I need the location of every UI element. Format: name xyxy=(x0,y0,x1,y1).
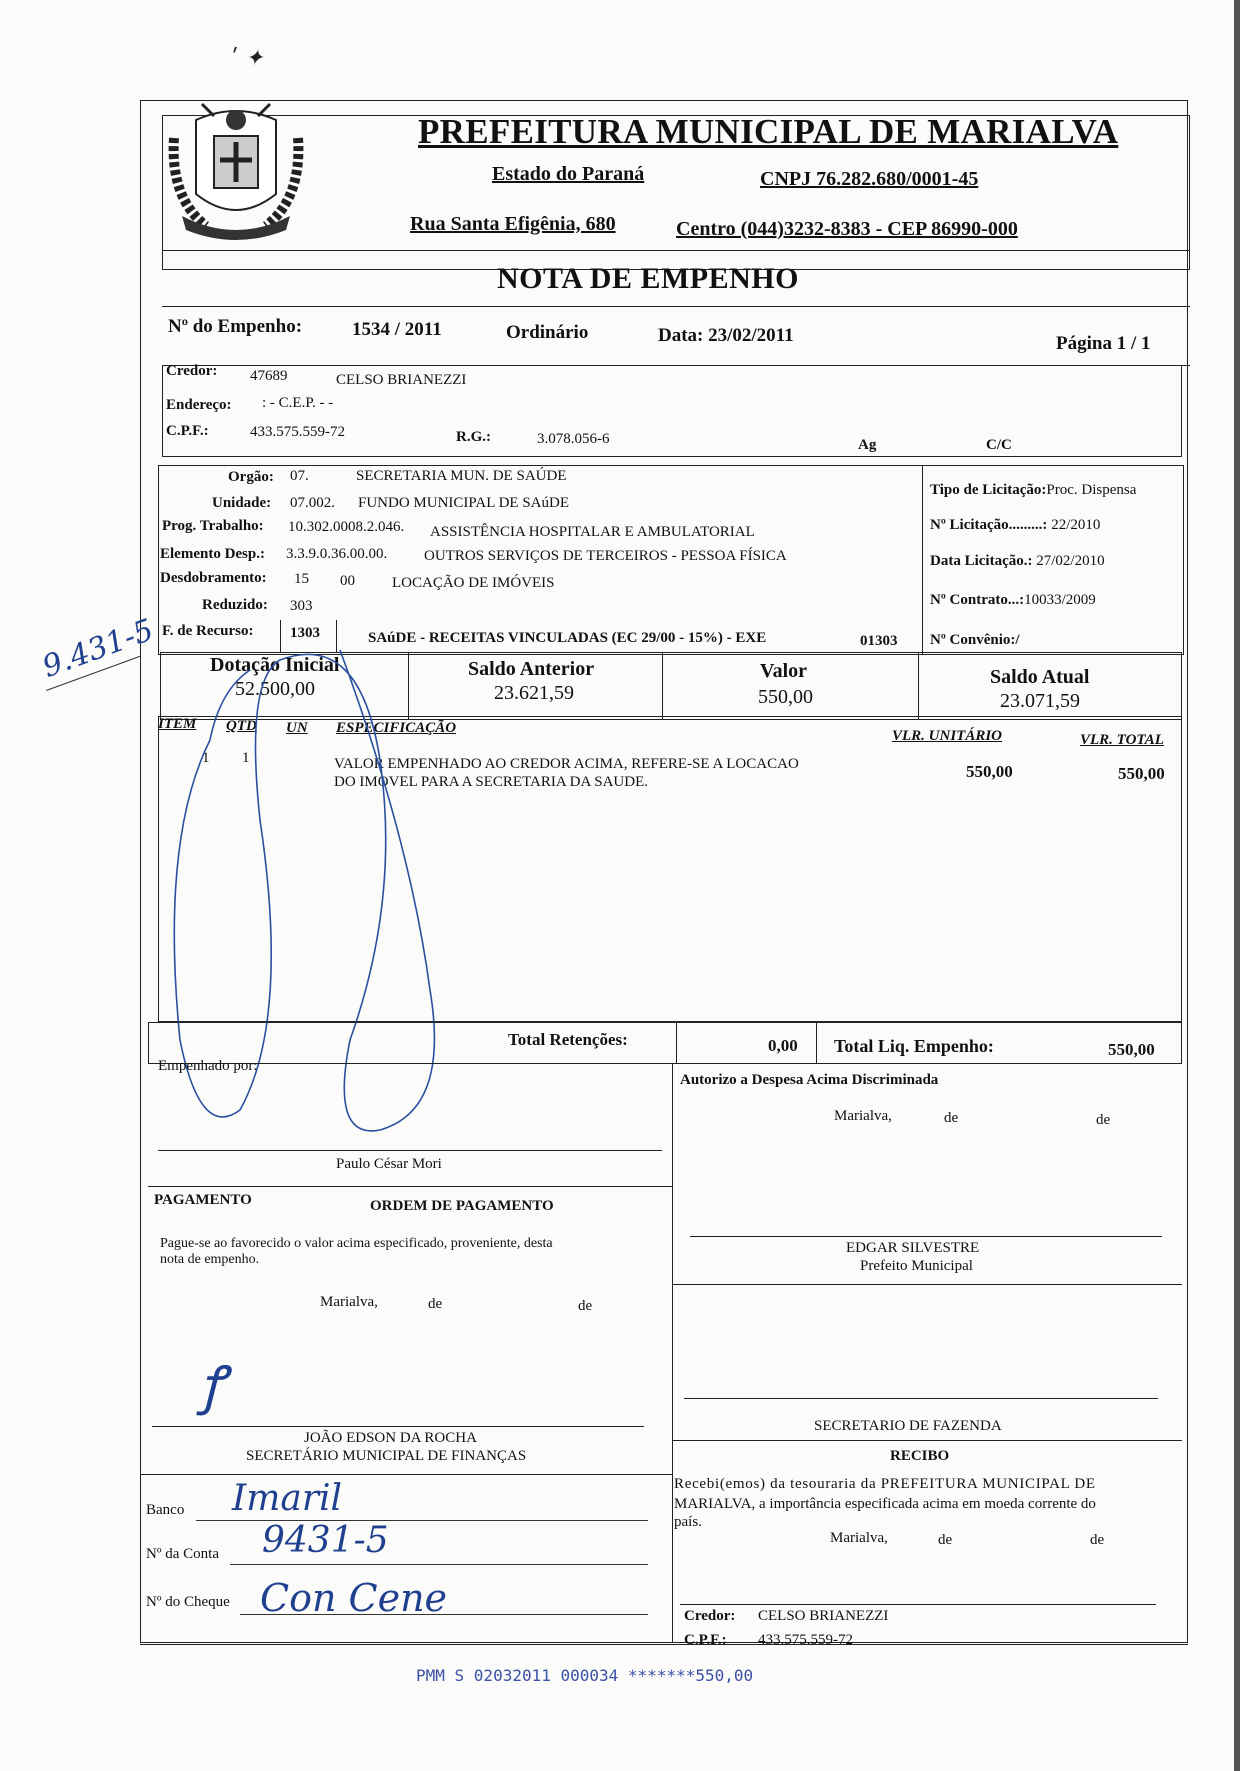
prog-trabalho-label: Prog. Trabalho: xyxy=(162,518,264,534)
autorizo-bottom-line xyxy=(672,1284,1182,1285)
header-divider xyxy=(162,250,1190,251)
fazenda-bottom-line xyxy=(672,1440,1182,1441)
cheque-handwritten: Con Cene xyxy=(260,1576,448,1620)
retencoes-value: 0,00 xyxy=(768,1036,798,1055)
item-number: 1 xyxy=(202,750,210,766)
autorizo-signer-role: Prefeito Municipal xyxy=(860,1258,973,1274)
totais-sep-1 xyxy=(676,1022,677,1064)
crest-logo xyxy=(166,98,306,248)
recibo-text-1: Recebi(emos) da tesouraria da PREFEITURA MUNICIPAL DE xyxy=(674,1476,1096,1492)
licitacao-data-value: 27/02/2010 xyxy=(1036,553,1105,569)
recibo-cpf-value: 433.575.559-72 xyxy=(758,1632,853,1648)
credor-code: 47689 xyxy=(250,368,288,384)
item-desc-line-2: DO IMOVEL PARA A SECRETARIA DA SAUDE. xyxy=(334,774,648,790)
rg-label: R.G.: xyxy=(456,429,491,445)
recurso-code: 1303 xyxy=(290,625,320,641)
licitacao-tipo-label: Tipo de Licitação: xyxy=(930,482,1047,498)
orgao-code: 07. xyxy=(290,468,309,484)
recurso-label: F. de Recurso: xyxy=(162,623,254,639)
item-unit-value: 550,00 xyxy=(966,762,1013,781)
unidade-label: Unidade: xyxy=(212,495,272,511)
recurso-name: SAúDE - RECEITAS VINCULADAS (EC 29/00 - 15%) - EXE xyxy=(368,630,767,646)
banco-label: Banco xyxy=(146,1502,185,1518)
recibo-city: Marialva, xyxy=(830,1530,888,1546)
licitacao-contrato-value: 10033/2009 xyxy=(1024,592,1096,608)
recibo-signature-line xyxy=(680,1604,1156,1605)
col-qtd: QTD xyxy=(226,718,257,734)
pagamento-label: PAGAMENTO xyxy=(154,1192,252,1208)
licitacao-contrato xyxy=(930,592,1096,609)
margin-note: 9.431-5 xyxy=(38,612,159,685)
desdobramento-name: LOCAÇÃO DE IMÓVEIS xyxy=(392,575,555,591)
autorizo-title: Autorizo a Despesa Acima Discriminada xyxy=(680,1072,939,1088)
recibo-credor-name: CELSO BRIANEZZI xyxy=(758,1608,889,1624)
col-un: UN xyxy=(286,720,308,736)
item-qtd: 1 xyxy=(242,750,250,766)
desdobramento-b: 00 xyxy=(340,573,355,589)
unidade-code: 07.002. xyxy=(290,495,335,511)
middle-divider xyxy=(672,1064,673,1642)
pagamento-de-1: de xyxy=(428,1296,443,1312)
prog-trabalho-name: ASSISTÊNCIA HOSPITALAR E AMBULATORIAL xyxy=(430,524,755,540)
recibo-cpf-label: C.P.F.: xyxy=(684,1632,727,1648)
autorizo-city: Marialva, xyxy=(834,1108,892,1124)
recurso-code-2: 01303 xyxy=(860,633,898,649)
page-number: Página 1 / 1 xyxy=(1056,333,1151,354)
licitacao-data-label: Data Licitação.: xyxy=(930,553,1033,569)
prog-trabalho-code: 10.302.0008.2.046. xyxy=(288,519,405,535)
fazenda-role: SECRETARIO DE FAZENDA xyxy=(814,1418,1002,1434)
empenhado-bottom-line xyxy=(148,1186,672,1187)
saldo-atual-value: 23.071,59 xyxy=(1000,690,1080,712)
saldo-anterior-label: Saldo Anterior xyxy=(468,658,595,680)
cheque-label: Nº do Cheque xyxy=(146,1594,230,1610)
elemento-name: OUTROS SERVIÇOS DE TERCEIROS - PESSOA FÍSICA xyxy=(424,548,787,564)
licitacao-data xyxy=(930,553,1105,570)
valor-label: Valor xyxy=(760,660,808,682)
licitacao-tipo xyxy=(930,482,1136,499)
endereco-label: Endereço: xyxy=(166,397,232,413)
saldos-sep-2 xyxy=(662,652,663,720)
pagamento-city: Marialva, xyxy=(320,1294,378,1310)
cpf-value: 433.575.559-72 xyxy=(250,424,345,440)
col-vlr-unitario: VLR. UNITÁRIO xyxy=(892,728,1003,744)
elemento-code: 3.3.9.0.36.00.00. xyxy=(286,546,388,562)
pagamento-signature-line xyxy=(152,1426,644,1427)
page-right-edge xyxy=(1234,0,1240,1771)
empenhado-name: Paulo César Mori xyxy=(336,1156,442,1172)
empenho-type: Ordinário xyxy=(506,322,589,343)
elemento-label: Elemento Desp.: xyxy=(160,546,265,562)
autorizo-signature-line xyxy=(690,1236,1162,1237)
totais-sep-2 xyxy=(816,1022,817,1064)
payment-stamp: PMM S 02032011 000034 *******550,00 xyxy=(416,1666,754,1685)
empenho-number: 1534 / 2011 xyxy=(352,319,442,340)
cnpj: CNPJ 76.282.680/0001-45 xyxy=(760,168,979,190)
col-item: ITEM xyxy=(158,716,197,732)
conta-line xyxy=(230,1564,648,1565)
desdobramento-a: 15 xyxy=(294,571,309,587)
pagamento-text-1: Pague-se ao favorecido o valor acima especificado, proveniente, desta xyxy=(160,1236,553,1251)
state-name: Estado do Paraná xyxy=(492,163,645,185)
banco-top-line xyxy=(140,1474,672,1475)
dotacao-label: Dotação Inicial xyxy=(210,654,340,676)
signature-loops xyxy=(150,640,490,1160)
item-desc-line-1: VALOR EMPENHADO AO CREDOR ACIMA, REFERE-SE A LOCACAO xyxy=(334,756,799,772)
orgao-label: Orgão: xyxy=(228,469,274,485)
reduzido-value: 303 xyxy=(290,598,313,614)
credor-name: CELSO BRIANEZZI xyxy=(336,372,467,388)
cheque-line xyxy=(240,1614,648,1615)
item-total-value: 550,00 xyxy=(1118,764,1165,783)
form-bottom-line xyxy=(140,1644,1188,1645)
desdobramento-label: Desdobramento: xyxy=(160,570,267,586)
street-address: Rua Santa Efigênia, 680 xyxy=(410,213,616,235)
valor-value: 550,00 xyxy=(758,686,813,708)
licitacao-tipo-value: Proc. Dispensa xyxy=(1046,482,1137,498)
retencoes-label: Total Retenções: xyxy=(508,1030,628,1049)
municipality-title: PREFEITURA MUNICIPAL DE MARIALVA xyxy=(418,112,1119,151)
recibo-de-1: de xyxy=(938,1532,953,1548)
pagamento-de-2: de xyxy=(578,1298,593,1314)
pagamento-signature: ꝭ xyxy=(200,1356,225,1416)
endereco-value: : - C.E.P. - - xyxy=(262,395,334,411)
licitacao-numero-label: Nº Licitação.........: xyxy=(930,517,1048,533)
empenhado-signature-line xyxy=(158,1150,662,1151)
dotacao-value: 52.500,00 xyxy=(235,678,315,700)
pagamento-text-2: nota de empenho. xyxy=(160,1252,260,1267)
recibo-title: RECIBO xyxy=(890,1448,950,1464)
saldo-anterior-value: 23.621,59 xyxy=(494,682,574,704)
autorizo-de-1: de xyxy=(944,1110,959,1126)
document-title: NOTA DE EMPENHO xyxy=(497,262,799,295)
credor-label: Credor: xyxy=(166,363,218,379)
licitacao-numero-value: 22/2010 xyxy=(1051,517,1101,533)
licitacao-contrato-label: Nº Contrato...: xyxy=(930,592,1025,608)
ordem-pagamento-title: ORDEM DE PAGAMENTO xyxy=(370,1198,554,1214)
liquido-value: 550,00 xyxy=(1108,1040,1155,1059)
recibo-de-2: de xyxy=(1090,1532,1105,1548)
conta-handwritten: 9431-5 xyxy=(262,1520,389,1561)
convenio-label: Nº Convênio:/ xyxy=(930,632,1020,648)
liquido-label: Total Liq. Empenho: xyxy=(834,1036,994,1056)
banco-handwritten: Imaril xyxy=(232,1478,343,1519)
conta-label: Nº da Conta xyxy=(146,1546,219,1562)
totais-box xyxy=(148,1022,1182,1064)
title-divider xyxy=(162,306,1190,307)
unidade-name: FUNDO MUNICIPAL DE SAúDE xyxy=(358,495,569,511)
agency-label: Ag xyxy=(858,437,877,453)
empenho-label: Nº do Empenho: xyxy=(168,316,303,337)
reduzido-label: Reduzido: xyxy=(202,597,268,613)
scan-marks: ʹ ✦ xyxy=(232,46,264,71)
licitacao-numero xyxy=(930,517,1100,534)
fazenda-signature-line xyxy=(684,1398,1158,1399)
col-especificacao: ESPECIFICAÇÃO xyxy=(336,720,457,736)
saldos-sep-3 xyxy=(918,652,919,720)
col-vlr-total: VLR. TOTAL xyxy=(1080,732,1164,748)
empenhado-label: Empenhado por: xyxy=(158,1058,258,1074)
autorizo-signer: EDGAR SILVESTRE xyxy=(846,1240,980,1256)
recibo-credor-label: Credor: xyxy=(684,1608,736,1624)
saldo-atual-label: Saldo Atual xyxy=(990,666,1090,688)
rg-value: 3.078.056-6 xyxy=(537,431,610,447)
licitacao-divider xyxy=(922,465,923,655)
autorizo-de-2: de xyxy=(1096,1112,1111,1128)
account-label: C/C xyxy=(986,437,1012,453)
pagamento-signer: JOÃO EDSON DA ROCHA xyxy=(304,1430,477,1446)
orgao-name: SECRETARIA MUN. DE SAÚDE xyxy=(356,468,567,484)
address-details: Centro (044)3232-8383 - CEP 86990-000 xyxy=(676,218,1018,240)
empenho-date: Data: 23/02/2011 xyxy=(658,325,794,346)
recibo-text-2: MARIALVA, a importância especificada acima em moeda corrente do xyxy=(674,1496,1096,1512)
cpf-label: C.P.F.: xyxy=(166,423,209,439)
pagamento-signer-role: SECRETÁRIO MUNICIPAL DE FINANÇAS xyxy=(246,1448,527,1464)
recibo-text-3: país. xyxy=(674,1514,702,1530)
